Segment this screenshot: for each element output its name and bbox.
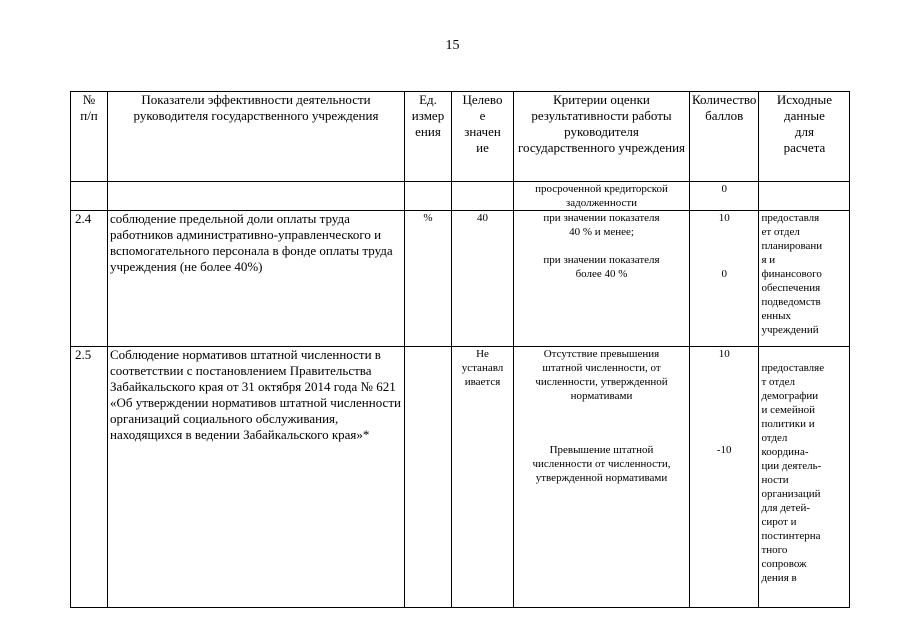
- table-row-continuation: [71, 182, 850, 211]
- row-2-5-criteria-2: Превышение штатной численности от численности, утвержденной нормативами: [532, 444, 671, 484]
- row-2-5-points: [690, 347, 759, 608]
- row-2-5-unit: [405, 347, 452, 608]
- row-2-4-criteria-1: при значении показателя 40 % и менее;: [543, 212, 660, 238]
- row-2-5-indicator: Соблюдение нормативов штатной численности в соответствии с постановлением Правительства Забайкальского края от 31 октября 2014 года № 621 «Об утверждении нормативов штатной численности организаций социального обслуживания, находящихся в ведении Забайкальского края»*: [108, 347, 405, 608]
- cont-number: [71, 182, 108, 211]
- header-unit: Ед. измер ения: [405, 92, 452, 182]
- row-2-5-points-2: -10: [716, 444, 732, 456]
- row-2-4-indicator: соблюдение предельной доли оплаты труда работников административно-управленческого и вспомогательного персонала в фонде оплаты труда учреждения (не более 40%): [108, 211, 405, 347]
- row-2-4-points: [690, 211, 759, 347]
- cont-unit: [405, 182, 452, 211]
- row-2-4-target: 40: [452, 211, 514, 347]
- cont-indicator: [108, 182, 405, 211]
- row-2-5-criteria: [514, 347, 690, 608]
- table-header-row: [71, 92, 850, 182]
- row-2-5-source: [759, 347, 850, 608]
- row-2-4-points-2: 0: [721, 268, 727, 280]
- header-source: Исходные данные для расчета: [759, 92, 850, 182]
- table-row-2-5: [71, 347, 850, 608]
- row-2-4-points-1: 10: [718, 212, 730, 224]
- page-number: 15: [445, 38, 460, 53]
- row-2-4-criteria: [514, 211, 690, 347]
- row-2-5-target: Не устанавл ивается: [452, 347, 514, 608]
- row-2-4-criteria-2: при значении показателя более 40 %: [543, 254, 660, 280]
- cont-criteria: просроченной кредиторской задолженности: [514, 182, 690, 211]
- row-2-4-number: 2.4: [71, 211, 108, 347]
- row-2-5-number: 2.5: [71, 347, 108, 608]
- cont-source: [759, 182, 850, 211]
- row-2-4-source: предоставля ет отдел планировани я и финансового обеспечения подведомств енных учреждений: [759, 211, 850, 347]
- row-2-5-points-1: 10: [718, 348, 730, 360]
- row-2-4-unit: %: [405, 211, 452, 347]
- header-number: № п/п: [71, 92, 108, 182]
- cont-points: 0: [690, 182, 759, 211]
- header-indicator: Показатели эффективности деятельности руководителя государственного учреждения: [108, 92, 405, 182]
- indicators-table: [70, 91, 850, 608]
- header-target: Целево е значен ие: [452, 92, 514, 182]
- row-2-5-source-text: предоставляе т отдел демографии и семейной политики и отдел координа- ции деятель- ности организаций для детей- сирот и постинтерна тного сопровож дения в: [761, 362, 825, 584]
- header-points: Количество баллов: [690, 92, 759, 182]
- cont-target: [452, 182, 514, 211]
- header-criteria: Критерии оценки результативности работы руководителя государственного учреждения: [514, 92, 690, 182]
- row-2-5-criteria-1: Отсутствие превышения штатной численности, от численности, утвержденной нормативами: [535, 348, 668, 402]
- table-row-2-4: [71, 211, 850, 347]
